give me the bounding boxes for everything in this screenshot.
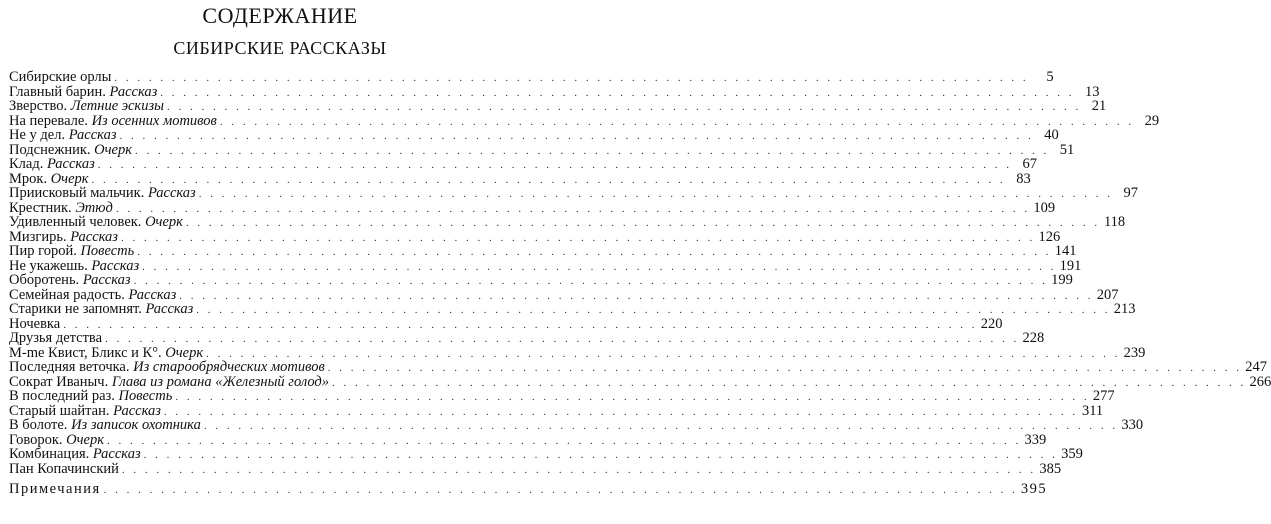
toc-entry-page: 5 bbox=[1046, 69, 1054, 85]
toc-entry-page: 385 bbox=[1039, 460, 1062, 477]
dot-leader: . . . . . . . . . . . . . . . . . . . . . . . . . . . . . . . . . . . . . . . . . . . . . . . . . . . . . . . . . . . . . . . . . . . . . . . . . . . . . . . . bbox=[137, 246, 1052, 258]
toc-entry-title: Оборотень. bbox=[9, 272, 83, 288]
toc-entry bbox=[9, 141, 1075, 158]
toc-entry-text bbox=[9, 346, 203, 361]
dot-leader: . . . . . . . . . . . . . . . . . . . . . . . . . . . . . . . . . . . . . . . . . . . . . . . . . . . . . . . . . . . . . . . . . . . . . . . . . . . . . . . . bbox=[143, 449, 1058, 461]
toc-entry-text bbox=[9, 172, 89, 187]
toc-entry-text bbox=[9, 143, 132, 158]
toc-entry-genre: Очерк bbox=[165, 344, 204, 361]
toc-entry-text bbox=[9, 230, 118, 245]
toc-notes-entry bbox=[9, 481, 1048, 497]
toc-entry bbox=[9, 185, 1138, 201]
dot-leader: . . . . . . . . . . . . . . . . . . . . . . . . . . . . . . . . . . . . . . . . . . . . . . . . . . . . . . . . . . . . . . . . . . . . . . . . . . . . . . . . bbox=[63, 318, 978, 331]
toc-entry-page: 339 bbox=[1024, 431, 1047, 448]
toc-entry-page: 141 bbox=[1054, 243, 1077, 259]
toc-entry bbox=[9, 170, 1031, 187]
toc-notes-title: Примечания bbox=[9, 481, 101, 497]
dot-leader: . . . . . . . . . . . . . . . . . . . . . . . . . . . . . . . . . . . . . . . . . . . . . . . . . . . . . . . . . . . . . . . . . . . . . . . . . . . . . . . . bbox=[97, 159, 1012, 171]
toc-entry-title: Не у дел. bbox=[9, 127, 69, 143]
toc-entry-genre: Глава из романа «Железный голод» bbox=[111, 373, 329, 390]
toc-entry-text bbox=[9, 317, 60, 332]
dot-leader: . . . . . . . . . . . . . . . . . . . . . . . . . . . . . . . . . . . . . . . . . . . . . . . . . . . . . . . . . . . . . . . . . . . . . . . . . . . . . . . . bbox=[160, 86, 1075, 99]
toc-entry bbox=[9, 388, 1115, 404]
toc-entry-title: В последний раз. bbox=[9, 388, 119, 404]
toc-entry-text bbox=[9, 114, 217, 129]
dot-leader: . . . . . . . . . . . . . . . . . . . . . . . . . . . . . . . . . . . . . . . . . . . . . . . . . . . . . . . . . . . . . . . . . . . . . . . . . . . . . . . . bbox=[107, 434, 1022, 447]
toc-entry bbox=[9, 431, 1047, 448]
toc-entry-genre: Этюд bbox=[75, 199, 113, 216]
toc-entry-page: 199 bbox=[1051, 272, 1073, 288]
toc-entry-text bbox=[9, 462, 119, 477]
toc-entry-text bbox=[9, 128, 116, 143]
toc-entry-title: Сократ Иваныч. bbox=[9, 373, 112, 390]
dot-leader: . . . . . . . . . . . . . . . . . . . . . . . . . . . . . . . . . . . . . . . . . . . . . . . . . . . . . . . . . . . . . . . . . . . . . . . . . . . . . . . . bbox=[196, 304, 1111, 316]
toc-entry-page: 126 bbox=[1038, 228, 1061, 245]
toc-entry bbox=[9, 214, 1126, 230]
toc-entry-page: 29 bbox=[1144, 112, 1160, 129]
toc-entry-text bbox=[9, 288, 176, 303]
toc-entry-title: Зверство. bbox=[9, 98, 71, 114]
dot-leader: . . . . . . . . . . . . . . . . . . . . . . . . . . . . . . . . . . . . . . . . . . . . . . . . . . . . . . . . . . . . . . . . . . . . . . . . . . . . . . . . bbox=[135, 144, 1050, 157]
toc-entry bbox=[9, 417, 1144, 433]
dot-leader: . . . . . . . . . . . . . . . . . . . . . . . . . . . . . . . . . . . . . . . . . . . . . . . . . . . . . . . . . . . . . . . . . . . . . . . . . . . . . . . . bbox=[120, 231, 1036, 244]
toc-entry-page: 67 bbox=[1022, 156, 1037, 172]
toc-entry-text bbox=[9, 389, 172, 404]
toc-entry-page: 97 bbox=[1123, 185, 1138, 201]
toc-entry-genre: Рассказ bbox=[128, 286, 177, 303]
toc-entry-title: Пир горой. bbox=[9, 243, 81, 259]
toc-entry bbox=[9, 69, 1054, 85]
table-of-contents bbox=[9, 69, 1271, 497]
dot-leader: . . . . . . . . . . . . . . . . . . . . . . . . . . . . . . . . . . . . . . . . . . . . . . . . . . . . . . . . . . . . . . . . . . . . . . . . . . . . . . . . bbox=[219, 115, 1135, 128]
toc-entry-genre: Очерк bbox=[94, 141, 133, 158]
toc-entry-text bbox=[9, 433, 104, 448]
dot-leader: . . . . . . . . . . . . . . . . . . . . . . . . . . . . . . . . . . . . . . . . . . . . . . . . . . . . . . . . . . . . . . . . . . . . . . . . . . . . . . . . bbox=[115, 202, 1031, 215]
toc-entry-page: 220 bbox=[980, 315, 1003, 332]
toc-entry-text bbox=[9, 259, 139, 274]
toc-entry-page: 266 bbox=[1249, 373, 1271, 390]
dot-leader: . . . . . . . . . . . . . . . . . . . . . . . . . . . . . . . . . . . . . . . . . . . . . . . . . . . . . . . . . . . . . . . . . . . . . . . . . . . . . . . . bbox=[175, 391, 1090, 403]
toc-entry-genre: Летние эскизы bbox=[70, 98, 164, 114]
toc-entry-genre: Из старообрядческих мотивов bbox=[133, 359, 325, 375]
dot-leader: . . . . . . . . . . . . . . . . . . . . . . . . . . . . . . . . . . . . . . . . . . . . . . . . . . . . . . . . . . . . . . . . . . . . . . . . . . . . . . . . bbox=[327, 362, 1243, 374]
toc-entry-text bbox=[9, 244, 134, 259]
toc-entry-title: Ночевка bbox=[9, 315, 61, 332]
toc-entry-title: В болоте. bbox=[9, 417, 72, 433]
toc-entry-title: Не укажешь. bbox=[9, 257, 92, 274]
toc-entry-page: 247 bbox=[1245, 359, 1268, 375]
toc-entry-genre: Рассказ bbox=[147, 185, 196, 201]
section-title: СИБИРСКИЕ РАССКАЗЫ bbox=[173, 38, 387, 58]
toc-notes-page: 395 bbox=[1020, 481, 1048, 497]
toc-entry-page: 277 bbox=[1092, 388, 1115, 404]
toc-entry-page: 213 bbox=[1113, 301, 1136, 317]
toc-entry-page: 359 bbox=[1061, 446, 1083, 462]
toc-entry-title: Сибирские орлы bbox=[9, 69, 112, 85]
toc-entry-page: 311 bbox=[1081, 402, 1104, 419]
toc-entry-page: 118 bbox=[1103, 214, 1126, 230]
toc-entry-genre: Повесть bbox=[80, 243, 135, 259]
toc-entry-genre: Рассказ bbox=[113, 402, 161, 419]
dot-leader: . . . . . . . . . . . . . . . . . . . . . . . . . . . . . . . . . . . . . . . . . . . . . . . . . . . . . . . . . . . . . . . . . . . . . . . . . . . . . . . . bbox=[142, 260, 1057, 273]
toc-entry-page: 191 bbox=[1059, 257, 1082, 274]
toc-entry-text bbox=[9, 85, 157, 100]
toc-entry bbox=[9, 373, 1271, 390]
toc-entry bbox=[9, 286, 1119, 303]
toc-entry-text bbox=[9, 360, 325, 375]
toc-entry bbox=[9, 344, 1146, 361]
toc-entry bbox=[9, 446, 1083, 462]
dot-leader: . . . . . . . . . . . . . . . . . . . . . . . . . . . . . . . . . . . . . . . . . . . . . . . . . . . . . . . . . . . . . . . . . . . . . . . . . . . . . . . . bbox=[331, 376, 1247, 389]
toc-entry-title: Приисковый мальчик. bbox=[9, 185, 148, 201]
toc-entry-page: 21 bbox=[1091, 98, 1107, 114]
toc-entry-page: 13 bbox=[1085, 83, 1100, 100]
toc-entry-text bbox=[9, 157, 95, 172]
toc-entry bbox=[9, 199, 1056, 216]
toc-entry bbox=[9, 315, 1003, 332]
dot-leader: . . . . . . . . . . . . . . . . . . . . . . . . . . . . . . . . . . . . . . . . . . . . . . . . . . . . . . . . . . . . . . . . . . . . . . . . . . . . . . . . bbox=[163, 405, 1079, 418]
dot-leader: . . . . . . . . . . . . . . . . . . . . . . . . . . . . . . . . . . . . . . . . . . . . . . . . . . . . . . . . . . . . . . . . . . . . . . . . . . . . . . . . bbox=[198, 188, 1113, 200]
toc-entry-title: Пан Копачинский bbox=[9, 460, 119, 477]
toc-entry bbox=[9, 257, 1082, 274]
dot-leader: . . . . . . . . . . . . . . . . . . . . . . . . . . . . . . . . . . . . . . . . . . . . . . . . . . . . . . . . . . . . . . . . . . . . . . . . . . . . . . . . bbox=[103, 484, 1018, 496]
toc-entry-page: 239 bbox=[1123, 344, 1146, 361]
toc-entry-text bbox=[9, 99, 164, 114]
toc-entry bbox=[9, 243, 1077, 259]
toc-entry bbox=[9, 98, 1107, 114]
toc-entry-title: На перевале. bbox=[9, 112, 92, 129]
toc-entry-text bbox=[9, 447, 141, 462]
toc-entry bbox=[9, 156, 1037, 172]
dot-leader: . . . . . . . . . . . . . . . . . . . . . . . . . . . . . . . . . . . . . . . . . . . . . . . . . . . . . . . . . . . . . . . . . . . . . . . . . . . . . . . . bbox=[185, 217, 1101, 229]
toc-entry-title: Старый шайтан. bbox=[9, 402, 114, 419]
toc-entry-page: 228 bbox=[1022, 330, 1045, 346]
toc-entry-page: 109 bbox=[1033, 199, 1056, 216]
toc-entry-genre: Рассказ bbox=[145, 301, 194, 317]
toc-entry-title: Последняя веточка. bbox=[9, 359, 134, 375]
toc-entry-page: 40 bbox=[1044, 127, 1059, 143]
dot-leader: . . . . . . . . . . . . . . . . . . . . . . . . . . . . . . . . . . . . . . . . . . . . . . . . . . . . . . . . . . . . . . . . . . . . . . . . . . . . . . . . bbox=[121, 463, 1037, 476]
toc-entry-genre: Рассказ bbox=[82, 272, 131, 288]
toc-entry-text bbox=[9, 418, 201, 433]
toc-entry-text bbox=[9, 70, 111, 85]
toc-entry-title: Подснежник. bbox=[9, 141, 95, 158]
toc-entry bbox=[9, 359, 1268, 375]
toc-entry bbox=[9, 83, 1100, 100]
toc-entry-title: Друзья детства bbox=[9, 330, 103, 346]
toc-entry-genre: Очерк bbox=[66, 431, 105, 448]
toc-entry-title: Удивленный человек. bbox=[9, 214, 146, 230]
dot-leader: . . . . . . . . . . . . . . . . . . . . . . . . . . . . . . . . . . . . . . . . . . . . . . . . . . . . . . . . . . . . . . . . . . . . . . . . . . . . . . . . bbox=[119, 130, 1034, 142]
toc-entry bbox=[9, 127, 1059, 143]
toc-entry-genre: Из записок охотника bbox=[71, 417, 201, 433]
toc-entry-title: Говорок. bbox=[9, 431, 67, 448]
toc-entry-title: М-me Квист, Бликс и К°. bbox=[9, 344, 166, 361]
toc-entry-text bbox=[9, 404, 161, 419]
toc-entry-title: Мрок. bbox=[9, 170, 51, 187]
toc-entry bbox=[9, 272, 1073, 288]
dot-leader: . . . . . . . . . . . . . . . . . . . . . . . . . . . . . . . . . . . . . . . . . . . . . . . . . . . . . . . . . . . . . . . . . . . . . . . . . . . . . . . . bbox=[203, 420, 1119, 432]
dot-leader: . . . . . . . . . . . . . . . . . . . . . . . . . . . . . . . . . . . . . . . . . . . . . . . . . . . . . . . . . . . . . . . . . . . . . . . . . . . . . . . . bbox=[105, 333, 1020, 345]
dot-leader: . . . . . . . . . . . . . . . . . . . . . . . . . . . . . . . . . . . . . . . . . . . . . . . . . . . . . . . . . . . . . . . . . . . . . . . . . . . . . . . . bbox=[179, 289, 1094, 302]
toc-entry-page: 330 bbox=[1121, 417, 1144, 433]
page-title: СОДЕРЖАНИЕ bbox=[202, 3, 358, 28]
toc-entry-title: Семейная радость. bbox=[9, 286, 129, 303]
toc-entry-page: 51 bbox=[1059, 141, 1075, 158]
toc-entry-genre: Очерк bbox=[50, 170, 89, 187]
toc-entry-text bbox=[9, 201, 113, 216]
toc-entry-text bbox=[9, 331, 102, 346]
toc-entry-genre: Рассказ bbox=[70, 228, 118, 245]
dot-leader: . . . . . . . . . . . . . . . . . . . . . . . . . . . . . . . . . . . . . . . . . . . . . . . . . . . . . . . . . . . . . . . . . . . . . . . . . . . . . . . . bbox=[166, 101, 1082, 113]
toc-entry-page: 207 bbox=[1096, 286, 1119, 303]
dot-leader: . . . . . . . . . . . . . . . . . . . . . . . . . . . . . . . . . . . . . . . . . . . . . . . . . . . . . . . . . . . . . . . . . . . . . . . . . . . . . . . . bbox=[133, 275, 1048, 287]
toc-entry-genre: Рассказ bbox=[92, 446, 141, 462]
dot-leader: . . . . . . . . . . . . . . . . . . . . . . . . . . . . . . . . . . . . . . . . . . . . . . . . . . . . . . . . . . . . . . . . . . . . . . . . . . . . . . . . bbox=[91, 173, 1006, 186]
dot-leader: . . . . . . . . . . . . . . . . . . . . . . . . . . . . . . . . . . . . . . . . . . . . . . . . . . . . . . . . . . . . . . . . . . . . . . . . . . . . . . . . bbox=[114, 72, 1029, 84]
toc-entry-text bbox=[9, 273, 131, 288]
toc-entry-page: 83 bbox=[1016, 170, 1031, 187]
toc-entry-genre: Рассказ bbox=[46, 156, 95, 172]
toc-entry-text bbox=[9, 186, 196, 201]
toc-entry-text bbox=[9, 375, 329, 390]
toc-entry-title: Старики не запомнят. bbox=[9, 301, 146, 317]
toc-entry-genre: Рассказ bbox=[109, 83, 158, 100]
toc-entry-title: Крестник. bbox=[9, 199, 76, 216]
toc-entry bbox=[9, 402, 1104, 419]
toc-entry-genre: Рассказ bbox=[91, 257, 140, 274]
dot-leader: . . . . . . . . . . . . . . . . . . . . . . . . . . . . . . . . . . . . . . . . . . . . . . . . . . . . . . . . . . . . . . . . . . . . . . . . . . . . . . . . bbox=[206, 347, 1121, 360]
toc-entry-genre: Повесть bbox=[118, 388, 173, 404]
toc-entry-genre: Рассказ bbox=[68, 127, 117, 143]
toc-entry bbox=[9, 112, 1160, 129]
toc-entry-title: Мизгирь. bbox=[9, 228, 71, 245]
toc-entry-genre: Из осенних мотивов bbox=[91, 112, 217, 129]
toc-entry-text bbox=[9, 302, 193, 317]
toc-entry-title: Комбинация. bbox=[9, 446, 93, 462]
toc-entry bbox=[9, 460, 1062, 477]
toc-entry-title: Клад. bbox=[9, 156, 47, 172]
toc-entry bbox=[9, 330, 1045, 346]
toc-entry-text bbox=[9, 215, 183, 230]
toc-entry-genre: Очерк bbox=[145, 214, 183, 230]
toc-entry bbox=[9, 228, 1061, 245]
toc-entry-title: Главный барин. bbox=[9, 83, 110, 100]
toc-entry bbox=[9, 301, 1136, 317]
